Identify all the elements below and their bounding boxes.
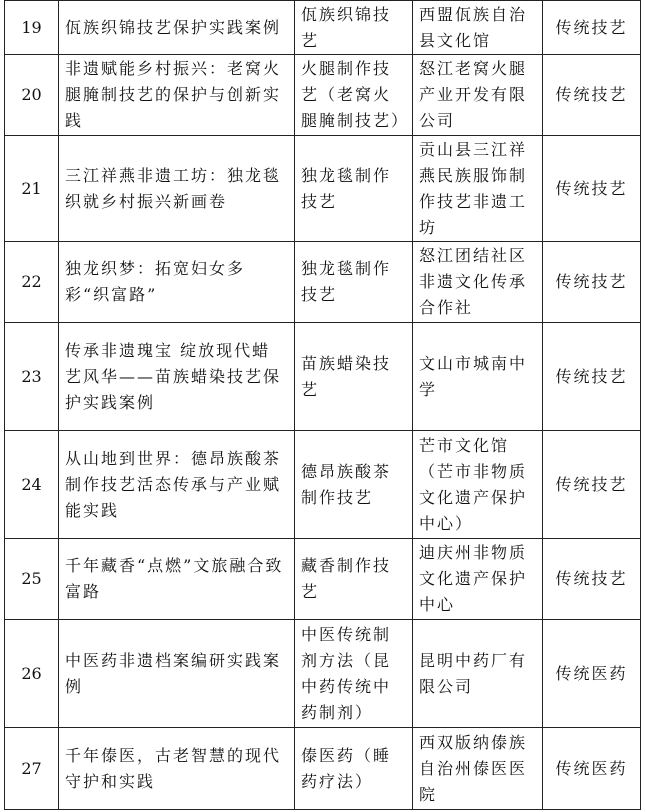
category: 传统医药 xyxy=(543,620,641,728)
category: 传统医药 xyxy=(543,728,641,810)
case-name: 千年藏香“点燃”文旅融合致富路 xyxy=(59,539,295,620)
heritage-item: 佤族织锦技艺 xyxy=(295,1,413,55)
heritage-item: 火腿制作技艺（老窝火腿腌制技艺） xyxy=(295,55,413,136)
case-name: 传承非遗瑰宝 绽放现代蜡艺风华——苗族蜡染技艺保护实践案例 xyxy=(59,323,295,431)
applicant-unit: 西盟佤族自治县文化馆 xyxy=(413,1,543,55)
category: 传统技艺 xyxy=(543,431,641,539)
case-name: 中医药非遗档案编研实践案例 xyxy=(59,620,295,728)
category: 传统技艺 xyxy=(543,136,641,242)
heritage-item: 傣医药（睡药疗法） xyxy=(295,728,413,810)
category: 传统技艺 xyxy=(543,323,641,431)
applicant-unit: 文山市城南中学 xyxy=(413,323,543,431)
row-number: 19 xyxy=(5,1,59,55)
table-row xyxy=(5,431,641,539)
case-name: 独龙织梦：拓宽妇女多彩“织富路” xyxy=(59,242,295,323)
table-row xyxy=(5,55,641,136)
table-row xyxy=(5,620,641,728)
row-number: 25 xyxy=(5,539,59,620)
row-number: 24 xyxy=(5,431,59,539)
heritage-item: 独龙毯制作技艺 xyxy=(295,136,413,242)
table-body xyxy=(5,1,641,810)
row-number: 20 xyxy=(5,55,59,136)
applicant-unit: 昆明中药厂有限公司 xyxy=(413,620,543,728)
heritage-item: 中医传统制剂方法（昆中药传统中药制剂） xyxy=(295,620,413,728)
category: 传统技艺 xyxy=(543,1,641,55)
heritage-item: 德昂族酸茶制作技艺 xyxy=(295,431,413,539)
heritage-item: 苗族蜡染技艺 xyxy=(295,323,413,431)
case-name: 佤族织锦技艺保护实践案例 xyxy=(59,1,295,55)
row-number: 27 xyxy=(5,728,59,810)
table-row xyxy=(5,323,641,431)
applicant-unit: 贡山县三江祥燕民族服饰制作技艺非遗工坊 xyxy=(413,136,543,242)
applicant-unit: 怒江团结社区非遗文化传承合作社 xyxy=(413,242,543,323)
heritage-item: 藏香制作技艺 xyxy=(295,539,413,620)
applicant-unit: 芒市文化馆（芒市非物质文化遗产保护中心） xyxy=(413,431,543,539)
row-number: 21 xyxy=(5,136,59,242)
row-number: 22 xyxy=(5,242,59,323)
row-number: 26 xyxy=(5,620,59,728)
table-row xyxy=(5,728,641,810)
category: 传统技艺 xyxy=(543,242,641,323)
applicant-unit: 西双版纳傣族自治州傣医医院 xyxy=(413,728,543,810)
case-name: 千年傣医，古老智慧的现代守护和实践 xyxy=(59,728,295,810)
category: 传统技艺 xyxy=(543,55,641,136)
heritage-item: 独龙毯制作技艺 xyxy=(295,242,413,323)
category: 传统技艺 xyxy=(543,539,641,620)
case-name: 从山地到世界：德昂族酸茶制作技艺活态传承与产业赋能实践 xyxy=(59,431,295,539)
case-list-table xyxy=(4,0,641,810)
table-row xyxy=(5,539,641,620)
table-row xyxy=(5,1,641,55)
applicant-unit: 迪庆州非物质文化遗产保护中心 xyxy=(413,539,543,620)
case-name: 三江祥燕非遗工坊：独龙毯织就乡村振兴新画卷 xyxy=(59,136,295,242)
row-number: 23 xyxy=(5,323,59,431)
table-row xyxy=(5,242,641,323)
case-name: 非遗赋能乡村振兴：老窝火腿腌制技艺的保护与创新实践 xyxy=(59,55,295,136)
applicant-unit: 怒江老窝火腿产业开发有限公司 xyxy=(413,55,543,136)
table-row xyxy=(5,136,641,242)
